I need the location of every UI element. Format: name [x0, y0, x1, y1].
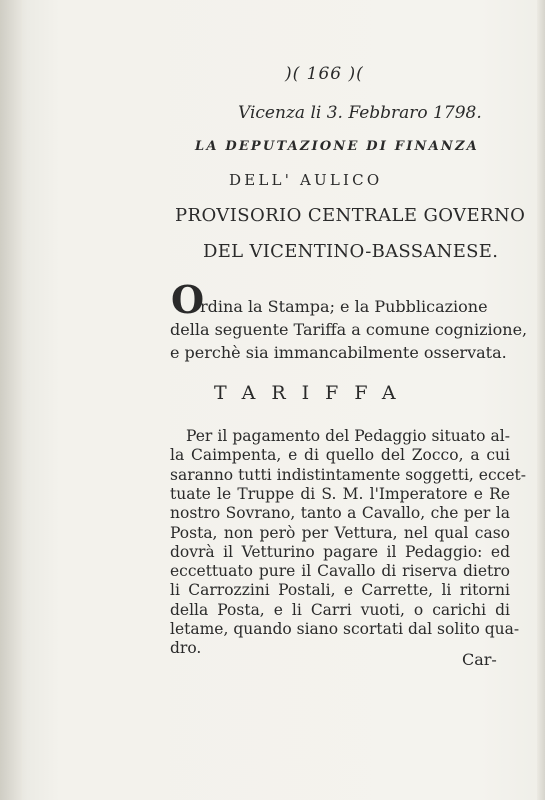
order-line-1: rdina la Stampa; e la Pubblicazione [200, 297, 488, 316]
heading-line-2: DELL' AULICO [229, 171, 383, 189]
body-line: nostro Sovrano, tanto a Cavallo, che per la [170, 504, 510, 523]
body-line: letame, quando siano scortati dal solito qua- [170, 620, 520, 638]
body-line: dovrà il Vetturino pagare il Pedaggio: ed [170, 542, 510, 561]
body-line: la Caimpenta, e di quello del Zocco, a cui [170, 446, 510, 465]
dateline: Vicenza li 3. Febbraro 1798. [238, 103, 482, 123]
catchword: Car- [462, 650, 497, 669]
drop-capital: O [171, 277, 205, 322]
body-line: eccettuato pure il Cavallo di riserva dietro [170, 562, 510, 581]
body-line: della Posta, e li Carri vuoti, o carichi di [170, 600, 510, 619]
heading-line-3: PROVISORIO CENTRALE GOVERNO [175, 205, 526, 226]
section-title: TARIFFA [214, 382, 412, 404]
order-line-3: e perchè sia immancabilmente osservata. [170, 343, 507, 362]
order-line-2: della seguente Tariffa a comune cognizione, [170, 320, 528, 339]
body-line: saranno tutti indistintamente soggetti, eccet- [170, 465, 526, 484]
body-line: Posta, non però per Vettura, nel qual caso [170, 523, 510, 542]
body-line-last: dro. [170, 639, 202, 658]
page-edge [537, 0, 545, 800]
heading-line-4: DEL VICENTINO-BASSANESE. [203, 241, 499, 262]
body-line: tuate le Truppe di S. M. l'Imperatore e Re [170, 484, 510, 503]
body-line: Per il pagamento del Pedaggio situato al- [186, 427, 510, 445]
page-number: )( 166 )( [285, 64, 364, 84]
heading-line-1: LA DEPUTAZIONE DI FINANZA [195, 139, 479, 154]
body-line: li Carrozzini Postali, e Carrette, li ritorni [170, 581, 510, 600]
page-gutter [0, 0, 22, 800]
